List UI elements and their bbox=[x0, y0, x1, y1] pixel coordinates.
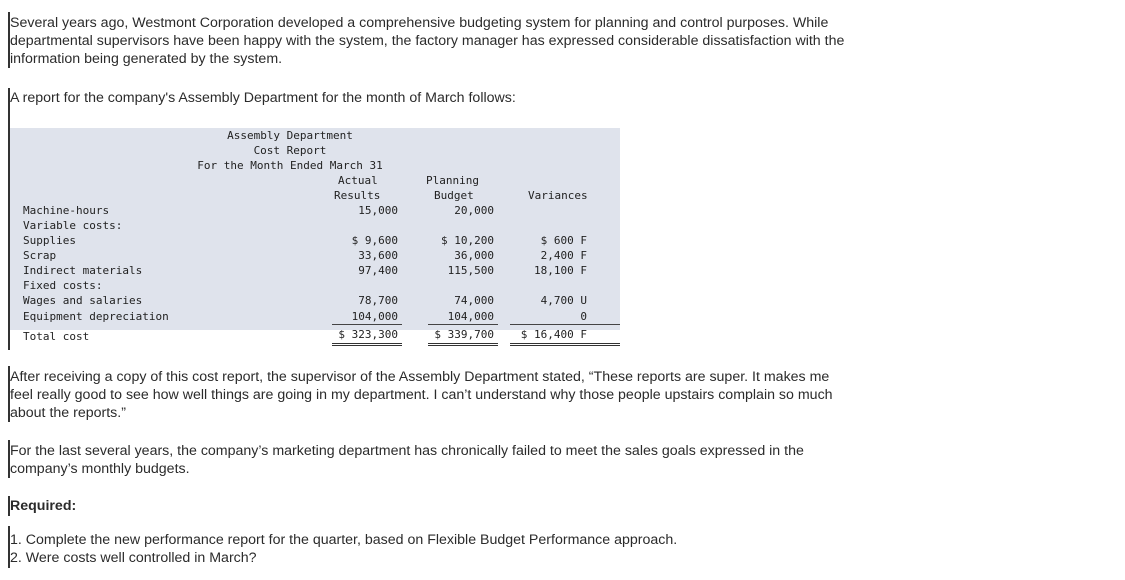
required-item-1: 1. Complete the new performance report for the quarter, based on Flexible Budget Performance approach. bbox=[10, 532, 678, 548]
planning-value: 20,000 bbox=[454, 204, 494, 217]
variance-value: $ 600 F bbox=[540, 234, 587, 247]
planning-value: $ 339,700 bbox=[434, 328, 494, 341]
variance-value: 4,700 U bbox=[540, 294, 587, 307]
row-label: Supplies bbox=[23, 234, 76, 247]
required-heading-text: Required: bbox=[10, 498, 77, 514]
actual-value: 78,700 bbox=[358, 294, 398, 307]
col-header-planning: Budget bbox=[434, 189, 474, 202]
subtotal-rule bbox=[510, 324, 620, 325]
supervisor-line: about the reports.” bbox=[10, 405, 126, 421]
col-header-planning: Planning bbox=[426, 174, 479, 187]
row-label: Total cost bbox=[23, 330, 90, 343]
cost-report bbox=[10, 126, 620, 348]
variance-value: 2,400 F bbox=[540, 249, 587, 262]
report-subtitle: Cost Report bbox=[253, 144, 327, 157]
total-double-rule bbox=[332, 343, 402, 346]
intro-line: Several years ago, Westmont Corporation developed a comprehensive budgeting system for planning and control purposes. While bbox=[10, 15, 829, 31]
report-intro: A report for the company's Assembly Department for the month of March follows: bbox=[10, 90, 516, 106]
planning-value: 115,500 bbox=[447, 264, 494, 277]
variance-value: $ 16,400 F bbox=[520, 328, 587, 341]
total-double-rule bbox=[510, 343, 620, 346]
actual-value: 104,000 bbox=[351, 310, 398, 323]
report-period: For the Month Ended March 31 bbox=[197, 159, 383, 172]
actual-value: 15,000 bbox=[358, 204, 398, 217]
actual-value: 33,600 bbox=[358, 249, 398, 262]
supervisor-line: After receiving a copy of this cost report, the supervisor of the Assembly Department stated, “These reports are super. It makes me bbox=[10, 369, 830, 385]
planning-value: 104,000 bbox=[447, 310, 494, 323]
subtotal-rule bbox=[332, 324, 402, 325]
actual-value: $ 9,600 bbox=[351, 234, 398, 247]
actual-value: 97,400 bbox=[358, 264, 398, 277]
planning-value: 74,000 bbox=[454, 294, 494, 307]
variance-value: 0 bbox=[580, 310, 587, 323]
col-header-variances: Variances bbox=[528, 189, 588, 202]
marketing-line: company’s monthly budgets. bbox=[10, 461, 190, 477]
col-header-actual: Results bbox=[334, 189, 381, 202]
actual-value: $ 323,300 bbox=[338, 328, 398, 341]
row-label: Equipment depreciation bbox=[23, 310, 169, 323]
row-label: Indirect materials bbox=[23, 264, 143, 277]
subtotal-rule bbox=[428, 324, 498, 325]
supervisor-line: feel really good to see how well things are going in my department. I can’t understand why those people upstairs complain so much bbox=[10, 387, 833, 403]
required-item-2: 2. Were costs well controlled in March? bbox=[10, 550, 257, 566]
row-label: Wages and salaries bbox=[23, 294, 143, 307]
row-label: Scrap bbox=[23, 249, 57, 262]
report-title: Assembly Department bbox=[227, 129, 353, 142]
intro-line: departmental supervisors have been happy with the system, the factory manager has expressed considerable dissatisfaction with the bbox=[10, 33, 845, 49]
total-double-rule bbox=[428, 343, 498, 346]
planning-value: 36,000 bbox=[454, 249, 494, 262]
row-label: Variable costs: bbox=[23, 219, 123, 232]
marketing-line: For the last several years, the company’s marketing department has chronically failed to meet the sales goals expressed in the bbox=[10, 443, 804, 459]
intro-line: information being generated by the system. bbox=[10, 51, 283, 67]
variance-value: 18,100 F bbox=[534, 264, 587, 277]
row-label: Machine-hours bbox=[23, 204, 110, 217]
row-label: Fixed costs: bbox=[23, 279, 103, 292]
required-heading bbox=[10, 497, 76, 515]
planning-value: $ 10,200 bbox=[441, 234, 494, 247]
col-header-actual: Actual bbox=[338, 174, 378, 187]
